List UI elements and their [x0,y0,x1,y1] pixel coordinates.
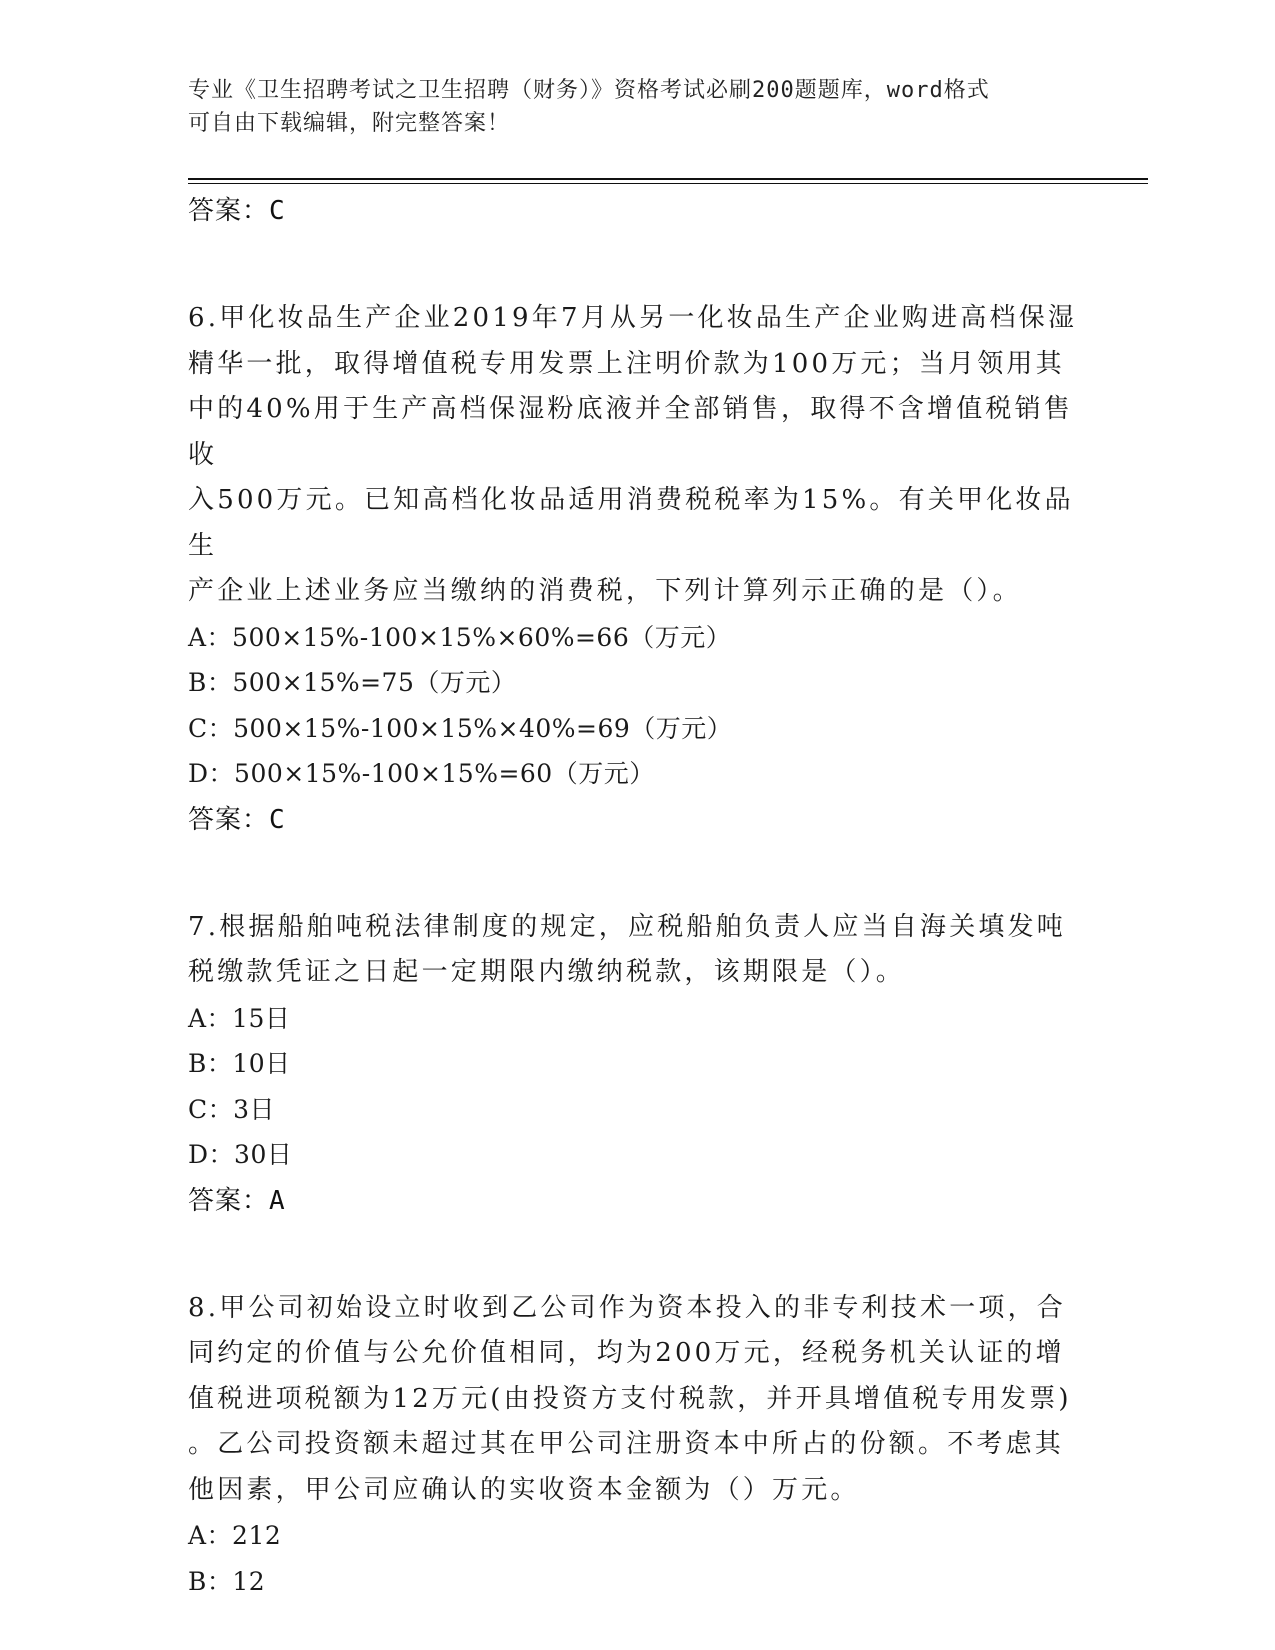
question-6-option-b: B：500×15%=75（万元） [188,668,517,697]
question-8-line-3: 值税进项税额为12万元(由投资方支付税款，并开具增值税专用发票) [188,1383,1072,1414]
question-6-answer: 答案：C [188,804,286,835]
question-8-line-4: 。乙公司投资额未超过其在甲公司注册资本中所占的份额。不考虑其 [188,1429,1065,1459]
question-7-line-1: 7.根据船舶吨税法律制度的规定，应税船舶负责人应当自海关填发吨 [188,911,1067,942]
question-7-option-c: C：3日 [188,1094,276,1124]
question-7-option-b: B：10日 [188,1049,291,1078]
header-rule-thick [188,178,1148,180]
header-line-2: 可自由下载编辑，附完整答案！ [188,111,511,136]
question-6-option-c: C：500×15%-100×15%×40%=69（万元） [188,713,733,743]
question-8-line-5: 他因素，甲公司应确认的实收资本金额为（）万元。 [188,1474,860,1505]
header-rule-thin [188,183,1148,184]
question-6-option-d: D：500×15%-100×15%=60（万元） [188,759,655,788]
question-7-option-a: A：15日 [188,1003,291,1033]
document-body [188,188,1078,1604]
question-8-option-b: B：12 [188,1566,266,1596]
question-7-option-d: D：30日 [188,1140,293,1169]
page-header [188,74,1068,140]
header-line-1: 专业《卫生招聘考试之卫生招聘（财务）》资格考试必刷200题题库，word格式 [188,78,990,103]
question-8-line-2: 同约定的价值与公允价值相同，均为200万元，经税务机关认证的增 [188,1338,1065,1368]
question-6-line-3: 中的40%用于生产高档保湿粉底液并全部销售，取得不含增值税销售收 [188,394,1073,470]
question-8-line-1: 8.甲公司初始设立时收到乙公司作为资本投入的非专利技术一项，合 [188,1292,1067,1323]
question-6 [188,296,1078,843]
question-8 [188,1286,1078,1605]
question-7-answer: 答案：A [188,1185,286,1216]
question-6-option-a: A：500×15%-100×15%×60%=66（万元） [188,622,732,652]
question-7-line-2: 税缴款凭证之日起一定期限内缴纳税款，该期限是（）。 [188,957,906,987]
previous-answer: 答案：C [188,196,286,226]
question-7 [188,905,1078,1224]
question-6-line-2: 精华一批，取得增值税专用发票上注明价款为100万元；当月领用其 [188,348,1065,379]
question-8-option-a: A：212 [188,1521,282,1550]
question-6-line-5: 产企业上述业务应当缴纳的消费税，下列计算列示正确的是（）。 [188,576,1022,606]
question-6-line-1: 6.甲化妆品生产企业2019年7月从另一化妆品生产企业购进高档保湿 [188,303,1078,333]
question-6-line-4: 入500万元。已知高档化妆品适用消费税税率为15%。有关甲化妆品生 [188,485,1074,561]
